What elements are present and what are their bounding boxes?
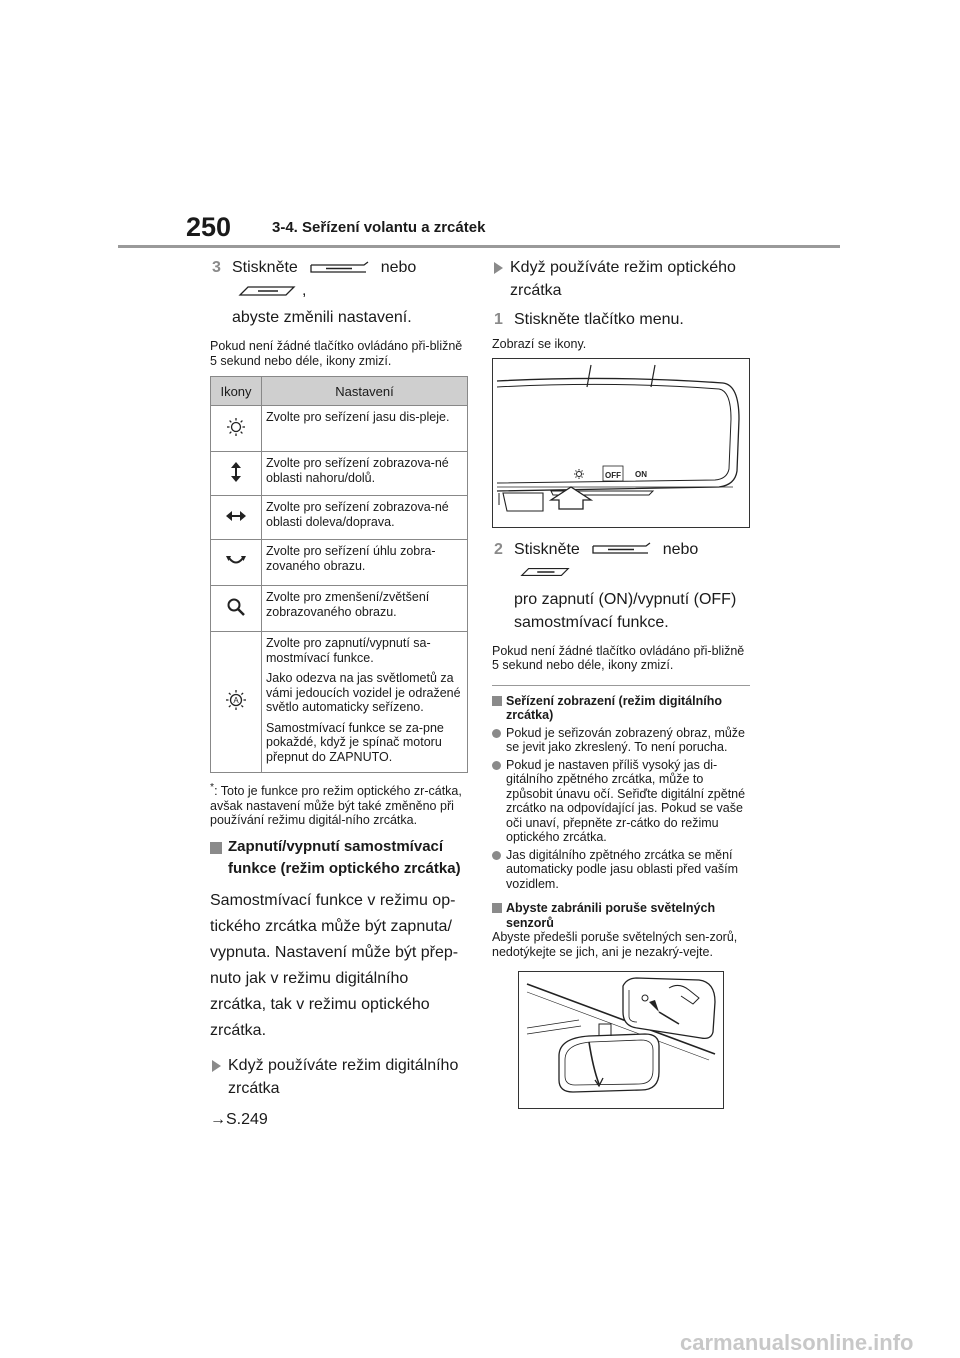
row-text: Zvolte pro zmenšení/zvětšení zobrazovaného obrazu. bbox=[262, 586, 468, 632]
watermark: carmanualsonline.info bbox=[680, 1330, 914, 1355]
sun-icon bbox=[226, 417, 246, 437]
left-column bbox=[210, 256, 468, 1131]
square-bullet-icon bbox=[492, 696, 502, 706]
magnifier-icon bbox=[226, 597, 246, 617]
step-number: 3 bbox=[212, 259, 221, 276]
button-left-icon bbox=[590, 542, 652, 556]
mirror-figure bbox=[492, 358, 750, 528]
right-column bbox=[492, 256, 750, 1109]
arrow-item-optical: Když používáte režim optického zrcátka bbox=[492, 256, 750, 302]
row-text: Zvolte pro zapnutí/vypnutí sa-mostmívací funkce. bbox=[266, 636, 431, 665]
section-heading: Zapnutí/vypnutí samostmívací funkce (režim optického zrcátka) bbox=[210, 836, 468, 880]
auto-dimming-icon bbox=[225, 689, 247, 711]
list-item: Pokud je seřizován zobrazený obraz, může se jevit jako zkreslený. To není porucha. bbox=[492, 726, 750, 755]
arrow-item-digital: Když používáte režim digitálního zrcátka bbox=[210, 1054, 468, 1100]
step-2: 2 Stiskněte nebo pro zapnutí (ON)/vypnutí (OFF) samostmívací funkce. bbox=[494, 540, 737, 631]
triangle-arrow-icon bbox=[212, 1060, 221, 1072]
note-heading-sensors: Abyste zabránili poruše světelných senzorů bbox=[492, 901, 750, 930]
step-2-note: Pokud není žádné tlačítko ovládáno při-bližně 5 sekund nebo déle, ikony zmizí. bbox=[492, 643, 745, 672]
row-text: Zvolte pro seřízení zobrazova-né oblasti doleva/doprava. bbox=[262, 496, 468, 540]
leftright-arrow-icon bbox=[225, 509, 247, 523]
tilt-icon bbox=[225, 554, 247, 568]
row-text-p2: Jako odezva na jas světlometů za vámi jedoucích vozidel je odražené světlo automaticky seřízeno. bbox=[266, 671, 461, 714]
note-sensors-body: Abyste předešli poruše světelných sen-zorů, nedotýkejte se jich, ani je nezakrý-vejte. bbox=[492, 930, 738, 959]
step-1-note: Zobrazí se ikony. bbox=[492, 337, 587, 351]
button-left-icon bbox=[308, 261, 370, 275]
dot-bullet-icon bbox=[492, 761, 501, 770]
th-setting: Nastavení bbox=[262, 377, 468, 406]
list-item: Jas digitálního zpětného zrcátka se mění automaticky podle jasu oblasti před vaším vozidlem. bbox=[492, 848, 750, 892]
sensor-figure bbox=[518, 971, 724, 1109]
square-bullet-icon bbox=[492, 903, 502, 913]
page-reference[interactable]: →S.249 bbox=[210, 1110, 268, 1128]
row-text: Zvolte pro seřízení úhlu zobra-zovaného obrazu. bbox=[262, 540, 468, 586]
header-rule bbox=[118, 245, 840, 248]
step-3-note: Pokud není žádné tlačítko ovládáno při-bližně 5 sekund nebo déle, ikony zmizí. bbox=[210, 339, 463, 368]
icons-table bbox=[210, 376, 468, 773]
off-label: OFF bbox=[605, 470, 621, 480]
section-title: 3-4. Seřízení volantu a zrcátek bbox=[272, 219, 486, 236]
on-label: ON bbox=[635, 469, 647, 479]
section-body: Samostmívací funkce v režimu op-tického zrcátka může být zapnuta/ vypnuta. Nastavení může být přep-nuto jak v režimu digitálního zrcátka, tak v režimu optického zrcátka. bbox=[210, 891, 459, 1039]
dot-bullet-icon bbox=[492, 851, 501, 860]
divider bbox=[492, 685, 750, 686]
dot-bullet-icon bbox=[492, 729, 501, 738]
step-3: 3 Stiskněte nebo , abyste změnili nastavení. bbox=[210, 256, 468, 329]
list-item: Pokud je nastaven příliš vysoký jas di-gitálního zpětného zrcátka, může to způsobit únavu očí. Seřiďte digitální zpětné zrcátko na odpovídající jas. Pokud se vaše oči unaví, přepněte zr-cátko do režimu optického zrcátka. bbox=[492, 758, 750, 845]
note-heading-digital: Seřízení zobrazení (režim digitálního zrcátka) bbox=[492, 694, 750, 723]
button-right-icon bbox=[520, 565, 570, 579]
svg-text:A: A bbox=[233, 696, 239, 706]
row-text: Zvolte pro seřízení zobrazova-né oblasti nahoru/dolů. bbox=[262, 452, 468, 496]
row-text-p3: Samostmívací funkce se za-pne pokaždé, když je spínač motoru přepnut do ZAPNUTO. bbox=[266, 720, 444, 764]
step-1: 1 Stiskněte tlačítko menu. bbox=[494, 311, 684, 328]
square-bullet-icon bbox=[210, 842, 222, 854]
triangle-arrow-icon bbox=[494, 262, 503, 274]
page-number: 250 bbox=[186, 212, 232, 242]
th-icons: Ikony bbox=[211, 377, 262, 406]
row-text: Zvolte pro seřízení jasu dis-pleje. bbox=[262, 406, 468, 452]
updown-arrow-icon bbox=[229, 461, 243, 483]
footnote: *: Toto je funkce pro režim optického zr-cátka, avšak nastavení může být také změněno při používání režimu digitál-ního zrcátka. bbox=[210, 782, 462, 828]
button-right-icon bbox=[238, 284, 296, 298]
